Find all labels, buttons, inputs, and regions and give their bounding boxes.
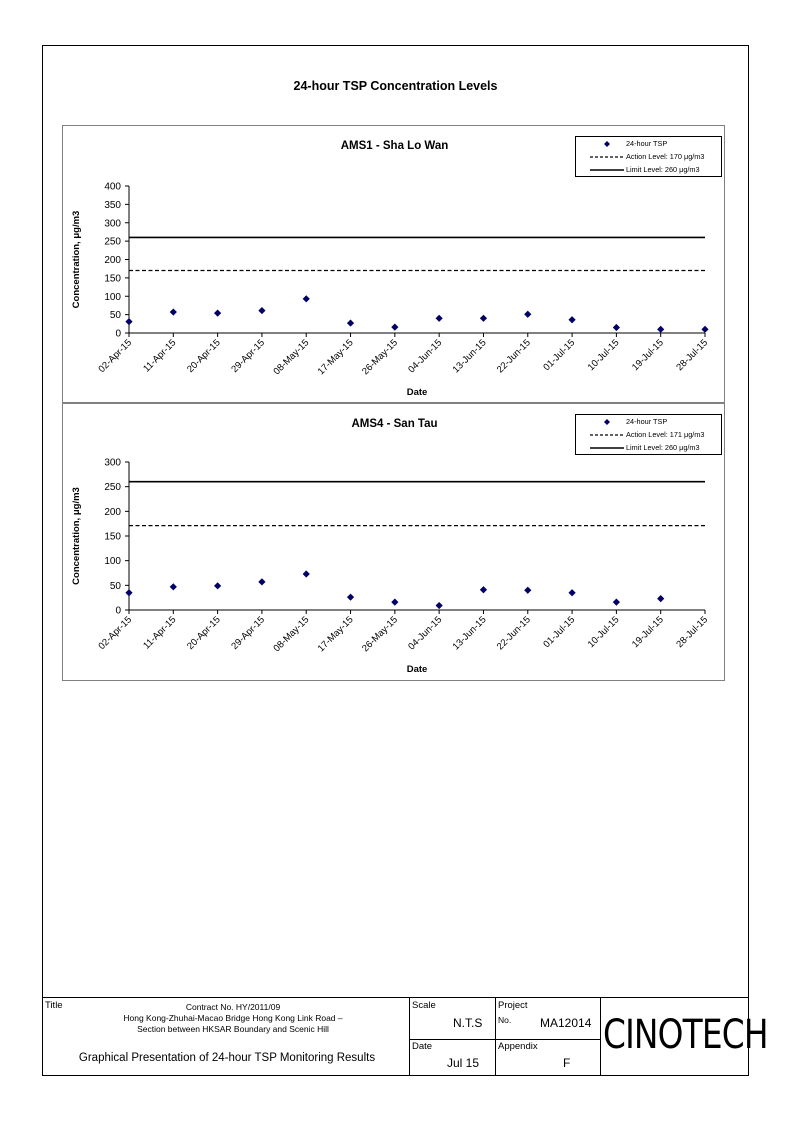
cinotech-logo: CINOTECH <box>603 1012 768 1058</box>
title-label: Title <box>45 1000 63 1011</box>
tsp-data-point <box>391 324 398 331</box>
scale-value: N.T.S <box>453 1016 483 1030</box>
drawing-title: Graphical Presentation of 24-hour TSP Monitoring Results <box>78 1052 376 1064</box>
date-label: Date <box>412 1041 433 1052</box>
tsp-data-point <box>436 602 443 609</box>
y-tick-label: 300 <box>104 218 121 230</box>
x-tick-label: 19-Jul-15 <box>630 614 666 651</box>
x-tick-label: 10-Jul-15 <box>585 337 622 374</box>
legend-label: Limit Level: 260 μg/m3 <box>626 165 700 174</box>
y-tick-label: 150 <box>104 531 121 543</box>
y-tick-label: 250 <box>104 482 121 494</box>
contract-number: Contract No. HY/2011/09 <box>185 1002 281 1012</box>
y-tick-label: 100 <box>104 556 121 568</box>
legend-label: Action Level: 170 μg/m3 <box>626 152 705 161</box>
x-tick-label: 13-Jun-15 <box>450 614 489 653</box>
x-tick-label: 29-Apr-15 <box>229 614 268 652</box>
y-tick-label: 50 <box>109 580 121 592</box>
legend-dashed-line-symbol <box>590 432 624 438</box>
legend-item-limit <box>576 164 721 176</box>
y-tick-label: 200 <box>104 506 121 518</box>
x-tick-label: 11-Apr-15 <box>141 614 179 652</box>
tsp-data-point <box>125 318 132 325</box>
x-tick-label: 29-Apr-15 <box>229 337 268 375</box>
chart-title: AMS4 - San Tau <box>351 418 438 430</box>
y-tick-label: 350 <box>104 199 121 211</box>
x-tick-label: 01-Jul-15 <box>541 337 578 374</box>
legend-diamond-symbol <box>590 419 624 425</box>
x-axis-title: Date <box>406 387 428 398</box>
tsp-data-point <box>524 587 531 594</box>
tsp-data-point <box>170 308 177 315</box>
page-title: 24-hour TSP Concentration Levels <box>293 79 498 93</box>
x-tick-label: 28-Jul-15 <box>674 337 711 374</box>
legend <box>575 414 722 455</box>
tsp-data-point <box>701 326 708 333</box>
tsp-data-point <box>214 582 221 589</box>
tsp-data-point <box>391 599 398 606</box>
legend-solid-line-symbol <box>590 167 624 173</box>
y-axis-title: Concentration, μg/m3 <box>71 210 82 309</box>
legend-item-tsp <box>576 138 721 150</box>
y-tick-label: 0 <box>115 328 121 340</box>
x-tick-label: 26-May-15 <box>360 614 400 655</box>
tsp-data-point <box>568 316 575 323</box>
tsp-data-point <box>436 315 443 322</box>
x-tick-label: 02-Apr-15 <box>96 337 135 375</box>
chart-ams1 <box>62 125 725 403</box>
legend-label: 24-hour TSP <box>626 139 668 148</box>
legend-item-tsp <box>576 416 721 428</box>
legend-label: Action Level: 171 μg/m3 <box>626 430 705 439</box>
x-tick-label: 22-Jun-15 <box>494 614 533 653</box>
scale-label: Scale <box>412 1000 436 1011</box>
project-description <box>83 1002 383 1035</box>
legend-label: Limit Level: 260 μg/m3 <box>626 443 700 452</box>
x-tick-label: 01-Jul-15 <box>541 614 578 651</box>
project-label: Project <box>498 1000 528 1011</box>
tsp-data-point <box>303 570 310 577</box>
x-tick-label: 11-Apr-15 <box>141 337 179 375</box>
x-tick-label: 26-May-15 <box>360 337 400 378</box>
x-axis-title: Date <box>406 664 428 675</box>
x-tick-label: 20-Apr-15 <box>185 337 223 375</box>
project-line-2: Section between HKSAR Boundary and Scenic Hill <box>137 1024 329 1034</box>
tsp-data-point <box>170 583 177 590</box>
project-line-1: Hong Kong-Zhuhai-Macao Bridge Hong Kong Link Road – <box>123 1013 343 1023</box>
y-axis-title: Concentration, μg/m3 <box>71 487 82 585</box>
y-tick-label: 50 <box>109 310 121 322</box>
x-tick-label: 04-Jun-15 <box>406 337 445 376</box>
y-tick-label: 250 <box>104 236 121 248</box>
tsp-data-point <box>347 594 354 601</box>
y-tick-label: 0 <box>115 605 121 617</box>
tsp-data-point <box>568 589 575 596</box>
x-tick-label: 08-May-15 <box>271 614 312 655</box>
no-label: No. <box>498 1015 512 1025</box>
legend <box>575 136 722 177</box>
x-tick-label: 17-May-15 <box>315 614 356 655</box>
tsp-data-point <box>258 307 265 314</box>
x-tick-label: 02-Apr-15 <box>96 614 135 652</box>
y-tick-label: 200 <box>104 255 121 266</box>
x-tick-label: 19-Jul-15 <box>630 337 666 374</box>
legend-item-action <box>576 429 721 441</box>
date-value: Jul 15 <box>447 1056 480 1070</box>
x-tick-label: 17-May-15 <box>315 337 356 378</box>
appendix-value: F <box>563 1056 571 1070</box>
tsp-data-point <box>613 599 620 606</box>
tsp-data-point <box>347 319 354 326</box>
y-tick-label: 400 <box>104 181 121 193</box>
tsp-data-point <box>303 295 310 302</box>
tsp-data-point <box>214 310 221 317</box>
chart-title: AMS1 - Sha Lo Wan <box>340 140 449 152</box>
title-block <box>42 997 768 1076</box>
tsp-data-point <box>480 315 487 322</box>
legend-item-action <box>576 151 721 163</box>
legend-dashed-line-symbol <box>590 154 624 160</box>
legend-label: 24-hour TSP <box>626 417 668 426</box>
tsp-data-point <box>125 589 132 596</box>
x-tick-label: 28-Jul-15 <box>674 614 711 651</box>
x-tick-label: 20-Apr-15 <box>185 614 223 652</box>
legend-item-limit <box>576 442 721 454</box>
x-tick-label: 13-Jun-15 <box>450 337 489 376</box>
y-tick-label: 300 <box>104 457 121 469</box>
project-number: MA12014 <box>540 1016 592 1030</box>
tsp-data-point <box>657 595 664 602</box>
tsp-data-point <box>524 311 531 318</box>
x-tick-label: 08-May-15 <box>271 337 312 378</box>
legend-diamond-symbol <box>590 141 624 147</box>
y-tick-label: 100 <box>104 291 121 303</box>
x-tick-label: 04-Jun-15 <box>406 614 445 653</box>
legend-solid-line-symbol <box>590 445 624 451</box>
chart-ams4 <box>62 403 725 681</box>
tsp-data-point <box>258 578 265 585</box>
appendix-label: Appendix <box>498 1041 538 1052</box>
y-tick-label: 150 <box>104 273 121 285</box>
tsp-data-point <box>480 586 487 593</box>
x-tick-label: 22-Jun-15 <box>494 337 533 376</box>
tsp-data-point <box>613 324 620 331</box>
tsp-data-point <box>657 326 664 333</box>
x-tick-label: 10-Jul-15 <box>585 614 622 651</box>
